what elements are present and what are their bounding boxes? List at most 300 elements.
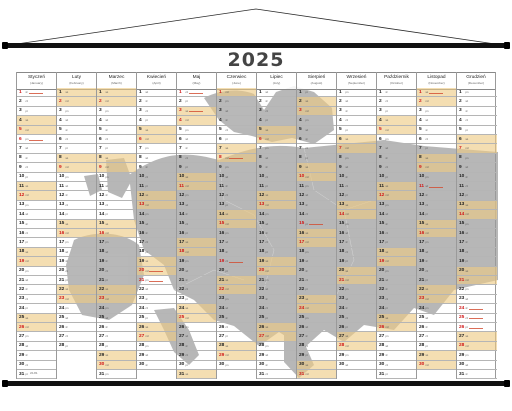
- day-number: 26: [339, 324, 345, 330]
- day-cell: [297, 135, 337, 144]
- bottom-rail: [4, 381, 508, 386]
- day-number: 19: [219, 258, 225, 264]
- weekday-abbr: cz: [65, 203, 69, 207]
- day-number: 23: [139, 296, 145, 302]
- month-column: [416, 72, 456, 379]
- day-number: 15: [99, 221, 105, 227]
- weekday-abbr: cz: [185, 288, 189, 292]
- day-cell: [57, 238, 97, 247]
- weekday-abbr: so: [225, 213, 229, 217]
- day-number: 16: [259, 230, 265, 236]
- month-column: [16, 72, 56, 379]
- day-number: 16: [59, 230, 65, 236]
- month-column: [176, 72, 216, 379]
- day-number: 16: [219, 230, 225, 236]
- day-number: 17: [379, 239, 385, 245]
- day-number: 17: [59, 239, 65, 245]
- weekday-abbr: pt: [105, 213, 108, 217]
- weekday-abbr: pt: [225, 269, 228, 273]
- day-number: 25: [379, 315, 385, 321]
- day-number: 17: [339, 239, 345, 245]
- day-number: 28: [259, 343, 265, 349]
- day-number: 25: [219, 315, 225, 321]
- day-cell: [17, 332, 57, 341]
- day-cell: [57, 267, 97, 276]
- day-cell: [217, 248, 257, 257]
- day-number: 29: [219, 352, 225, 358]
- day-number: 15: [179, 221, 185, 227]
- weekday-abbr: wt: [25, 344, 29, 348]
- day-cell: [137, 116, 177, 125]
- day-number: 12: [379, 192, 385, 198]
- weekday-abbr: wt: [105, 119, 109, 123]
- day-cell: [217, 267, 257, 276]
- day-cell: [257, 135, 297, 144]
- weekday-abbr: śr: [65, 260, 68, 264]
- weekday-abbr: cz: [105, 269, 109, 273]
- weekday-abbr: so: [465, 269, 469, 273]
- day-cell: [97, 304, 137, 313]
- weekday-abbr: wt: [225, 307, 229, 311]
- day-cell: [417, 304, 457, 313]
- day-number: 14: [179, 211, 185, 217]
- day-number: 16: [99, 230, 105, 236]
- holiday-note-line: [469, 318, 483, 319]
- weekday-abbr: wt: [225, 109, 229, 113]
- day-cell: [377, 323, 417, 332]
- weekday-abbr: pn: [345, 354, 349, 358]
- weekday-abbr: śr: [185, 279, 188, 282]
- day-number: 22: [459, 286, 465, 292]
- weekday-abbr: pn: [65, 241, 69, 245]
- day-number: 21: [59, 277, 65, 283]
- day-cell: [457, 107, 497, 116]
- weekday-abbr: wt: [185, 269, 189, 273]
- weekday-abbr: wt: [105, 185, 109, 188]
- weekday-abbr: śr: [25, 222, 28, 226]
- day-cell: [417, 332, 457, 341]
- day-cell: [457, 285, 497, 294]
- weekday-abbr: wt: [65, 316, 69, 320]
- day-number: 27: [339, 333, 345, 339]
- day-number: 29: [99, 352, 105, 358]
- day-cell: [217, 323, 257, 332]
- day-cell: [137, 238, 177, 247]
- day-number: 10: [219, 174, 225, 180]
- day-cell: [297, 182, 337, 191]
- weekday-abbr: cz: [305, 344, 309, 348]
- day-cell: [257, 97, 297, 106]
- month-subtitle: (April): [152, 81, 161, 85]
- weekday-abbr: pn: [465, 222, 469, 226]
- day-cell: [257, 295, 297, 304]
- weekday-abbr: so: [305, 166, 309, 170]
- day-cell: [377, 276, 417, 285]
- weekday-abbr: pt: [105, 147, 108, 151]
- weekday-abbr: śr: [105, 326, 108, 329]
- holiday-note-line: [429, 93, 443, 94]
- day-cell: [457, 154, 497, 163]
- weekday-abbr: cz: [25, 232, 29, 235]
- day-cell: [137, 173, 177, 182]
- day-cell: [17, 238, 57, 247]
- day-number: 15: [379, 221, 385, 227]
- day-cell: [417, 144, 457, 153]
- month-column: [136, 72, 176, 379]
- weekday-abbr: pn: [305, 119, 309, 123]
- weekday-abbr: so: [65, 156, 69, 160]
- day-cell: [377, 304, 417, 313]
- holiday-note-line: [29, 93, 43, 94]
- weekday-abbr: śr: [305, 203, 308, 207]
- top-rail-right-cap: [504, 42, 510, 49]
- weekday-abbr: wt: [465, 297, 469, 301]
- day-cell: [377, 97, 417, 106]
- weekday-abbr: wt: [265, 156, 269, 160]
- day-cell: [257, 144, 297, 153]
- day-cell: [257, 154, 297, 163]
- day-number: 2: [179, 98, 182, 104]
- day-number: 18: [179, 249, 185, 255]
- weekday-abbr: wt: [145, 156, 149, 160]
- weekday-abbr: so: [25, 185, 29, 188]
- weekday-abbr: pt: [145, 316, 148, 320]
- day-cell: [337, 276, 377, 285]
- day-cell: [337, 257, 377, 266]
- day-number: 3: [99, 108, 102, 114]
- day-cell: [177, 173, 217, 182]
- day-number: 31: [19, 371, 25, 377]
- day-number: 9: [259, 164, 262, 170]
- weekday-abbr: wt: [425, 250, 429, 254]
- day-number: 10: [419, 174, 425, 180]
- weekday-abbr: nd: [225, 222, 229, 226]
- day-number: 24: [179, 305, 185, 311]
- day-number: 7: [139, 145, 142, 151]
- day-number: 22: [379, 286, 385, 292]
- weekday-abbr: pn: [385, 269, 389, 273]
- weekday-abbr: śr: [65, 194, 68, 198]
- day-cell: [417, 173, 457, 182]
- poster-title-year: 2025: [227, 49, 285, 71]
- day-cell: [337, 314, 377, 323]
- day-number: 16: [299, 230, 305, 236]
- day-number: 6: [179, 136, 182, 142]
- weekday-abbr: cz: [345, 185, 349, 188]
- day-number: 13: [459, 202, 465, 208]
- weekday-abbr: śr: [25, 288, 28, 292]
- day-number: 9: [379, 164, 382, 170]
- weekday-abbr: cz: [185, 91, 189, 94]
- day-number: 4: [179, 117, 182, 123]
- day-number: 2: [419, 98, 422, 104]
- day-number: 24: [459, 305, 465, 311]
- month-column: [456, 72, 496, 379]
- day-number: 19: [419, 258, 425, 264]
- day-number: 18: [19, 249, 25, 255]
- day-number: 19: [299, 258, 305, 264]
- weekday-abbr: wt: [305, 128, 309, 132]
- weekday-abbr: pt: [465, 128, 468, 132]
- day-cell: [137, 314, 177, 323]
- day-cell: [217, 144, 257, 153]
- weekday-abbr: cz: [465, 316, 469, 320]
- month-name: Sierpień: [307, 75, 326, 80]
- day-cell: [57, 201, 97, 210]
- day-number: 23: [179, 296, 185, 302]
- day-number: 7: [419, 145, 422, 151]
- day-number: 15: [219, 221, 225, 227]
- day-cell: [17, 323, 57, 332]
- weekday-abbr: pn: [305, 316, 309, 320]
- day-number: 9: [139, 164, 142, 170]
- weekday-abbr: so: [265, 194, 269, 198]
- weekday-abbr: so: [425, 222, 429, 226]
- weekday-abbr: pn: [145, 213, 149, 217]
- day-number: 8: [299, 155, 302, 161]
- day-cell: [217, 351, 257, 360]
- day-number: 7: [59, 145, 62, 151]
- day-number: 13: [419, 202, 425, 208]
- day-number: 22: [339, 286, 345, 292]
- day-number: 4: [59, 117, 62, 123]
- day-cell: [337, 332, 377, 341]
- day-cell: [377, 295, 417, 304]
- weekday-abbr: so: [225, 279, 229, 282]
- day-number: 25: [419, 315, 425, 321]
- day-cell: [57, 304, 97, 313]
- day-cell: [457, 276, 497, 285]
- month-name: Wrzesień: [346, 75, 367, 80]
- day-number: 19: [379, 258, 385, 264]
- day-number: 12: [99, 192, 105, 198]
- weekday-abbr: śr: [305, 138, 308, 141]
- day-cell: [57, 135, 97, 144]
- weekday-abbr: pt: [425, 147, 428, 151]
- day-cell: [17, 314, 57, 323]
- day-cell: [97, 210, 137, 219]
- day-cell: [297, 248, 337, 257]
- day-cell: [137, 201, 177, 210]
- day-cell: [97, 267, 137, 276]
- day-number: 2: [259, 98, 262, 104]
- weekday-abbr: pn: [265, 213, 269, 217]
- day-number: 15: [59, 221, 65, 227]
- weekday-abbr: so: [65, 222, 69, 226]
- weekday-abbr: so: [185, 109, 189, 113]
- day-number: 23: [259, 296, 265, 302]
- weekday-abbr: śr: [385, 156, 388, 160]
- weekday-abbr: cz: [265, 307, 269, 311]
- weekday-abbr: pn: [105, 373, 109, 376]
- weekday-abbr: wt: [25, 147, 29, 151]
- weekday-abbr: wt: [345, 100, 349, 104]
- day-number: 11: [259, 183, 265, 189]
- day-number: 1: [459, 89, 462, 95]
- day-cell: [457, 97, 497, 106]
- day-number: 6: [99, 136, 102, 142]
- weekday-abbr: nd: [145, 138, 149, 141]
- weekday-abbr: wt: [65, 250, 69, 254]
- day-cell: [377, 163, 417, 172]
- day-number: 17: [139, 239, 145, 245]
- day-cell: [457, 210, 497, 219]
- day-cell: [297, 163, 337, 172]
- day-number: 11: [99, 183, 105, 189]
- day-number: 10: [459, 174, 465, 180]
- day-number: 21: [99, 277, 105, 283]
- weekday-abbr: pt: [65, 147, 68, 151]
- day-number: 28: [59, 343, 65, 349]
- day-cell: [17, 126, 57, 135]
- day-cell: [297, 210, 337, 219]
- weekday-abbr: wt: [345, 297, 349, 301]
- day-number: 11: [59, 183, 65, 189]
- day-number: 13: [299, 202, 305, 208]
- weekday-abbr: śr: [465, 175, 468, 179]
- day-number: 7: [99, 145, 102, 151]
- weekday-abbr: śr: [385, 288, 388, 292]
- weekday-abbr: cz: [25, 166, 29, 170]
- day-cell: [17, 210, 57, 219]
- day-number: 31: [259, 371, 265, 377]
- day-number: 20: [259, 268, 265, 274]
- weekday-abbr: nd: [225, 354, 229, 358]
- weekday-abbr: wt: [465, 100, 469, 104]
- weekday-abbr: śr: [145, 363, 148, 367]
- weekday-abbr: pn: [385, 138, 389, 141]
- day-cell: [177, 229, 217, 238]
- day-cell: [217, 304, 257, 313]
- weekday-abbr: nd: [425, 232, 429, 235]
- day-number: 24: [259, 305, 265, 311]
- day-cell: [97, 182, 137, 191]
- day-number: 28: [339, 343, 345, 349]
- weekday-abbr: wt: [225, 175, 229, 179]
- day-number: 17: [179, 239, 185, 245]
- day-number: 19: [59, 258, 65, 264]
- day-cell: [417, 229, 457, 238]
- day-number: 19: [139, 258, 145, 264]
- weekday-abbr: pt: [25, 307, 28, 311]
- day-number: 28: [179, 343, 185, 349]
- weekday-abbr: pn: [185, 128, 189, 132]
- day-number: 9: [219, 164, 222, 170]
- day-cell: [377, 267, 417, 276]
- weekday-abbr: so: [145, 260, 149, 264]
- day-number: 5: [339, 127, 342, 133]
- day-cell: [177, 285, 217, 294]
- day-number: 26: [59, 324, 65, 330]
- day-cell: [217, 285, 257, 294]
- weekday-abbr: nd: [185, 316, 189, 320]
- day-cell: [177, 97, 217, 106]
- weekday-abbr: nd: [465, 279, 469, 282]
- day-cell: [57, 220, 97, 229]
- weekday-abbr: nd: [345, 147, 349, 151]
- day-cell: [17, 201, 57, 210]
- day-number: 10: [59, 174, 65, 180]
- day-cell: [257, 163, 297, 172]
- day-number: 5: [459, 127, 462, 133]
- weekday-abbr: wt: [65, 185, 69, 188]
- day-number: 3: [459, 108, 462, 114]
- weekday-abbr: cz: [225, 326, 229, 329]
- day-cell: [417, 182, 457, 191]
- weekday-abbr: nd: [345, 279, 349, 282]
- day-number: 27: [259, 333, 265, 339]
- day-number: 26: [459, 324, 465, 330]
- weekday-abbr: śr: [225, 250, 228, 254]
- day-cell: [177, 351, 217, 360]
- day-cell: [377, 285, 417, 294]
- weekday-abbr: śr: [145, 100, 148, 104]
- weekday-abbr: so: [465, 138, 469, 141]
- day-number: 26: [139, 324, 145, 330]
- weekday-abbr: pn: [305, 250, 309, 254]
- day-cell: [97, 191, 137, 200]
- weekday-abbr: cz: [105, 203, 109, 207]
- weekday-abbr: wt: [25, 279, 29, 282]
- day-cell: [417, 201, 457, 210]
- day-cell: [337, 126, 377, 135]
- day-cell: [97, 173, 137, 182]
- day-cell: [17, 276, 57, 285]
- day-cell: [297, 229, 337, 238]
- day-cell: [337, 248, 377, 257]
- day-number: 12: [179, 192, 185, 198]
- weekday-abbr: so: [25, 119, 29, 123]
- day-number: 4: [99, 117, 102, 123]
- weekday-abbr: pt: [305, 91, 308, 94]
- day-number: 17: [99, 239, 105, 245]
- day-cell: [97, 107, 137, 116]
- weekday-abbr: cz: [465, 119, 469, 123]
- day-number: 24: [419, 305, 425, 311]
- weekday-abbr: pn: [385, 203, 389, 207]
- day-number: 26: [259, 324, 265, 330]
- weekday-abbr: pt: [25, 241, 28, 245]
- day-number: 4: [379, 117, 382, 123]
- day-number: 14: [19, 211, 25, 217]
- day-cell: [457, 304, 497, 313]
- day-number: 1: [19, 89, 22, 95]
- day-cell: [97, 314, 137, 323]
- day-cell: [57, 88, 97, 97]
- day-cell: [337, 116, 377, 125]
- day-number: 25: [19, 315, 25, 321]
- day-cell: [177, 182, 217, 191]
- holiday-note-line: [189, 111, 203, 112]
- day-cell: [377, 314, 417, 323]
- day-cell: [297, 267, 337, 276]
- weekday-abbr: so: [425, 288, 429, 292]
- day-number: 29: [139, 352, 145, 358]
- day-number: 13: [59, 202, 65, 208]
- weekday-abbr: śr: [265, 232, 268, 235]
- day-cell: [377, 257, 417, 266]
- weekday-abbr: pn: [465, 288, 469, 292]
- weekday-abbr: pn: [145, 147, 149, 151]
- weekday-abbr: wt: [105, 316, 109, 320]
- month-name: Październik: [384, 75, 409, 80]
- day-cell: [57, 248, 97, 257]
- day-cell: [177, 276, 217, 285]
- day-cell: [217, 229, 257, 238]
- day-number: 16: [459, 230, 465, 236]
- weekday-abbr: nd: [145, 269, 149, 273]
- weekday-abbr: cz: [305, 213, 309, 217]
